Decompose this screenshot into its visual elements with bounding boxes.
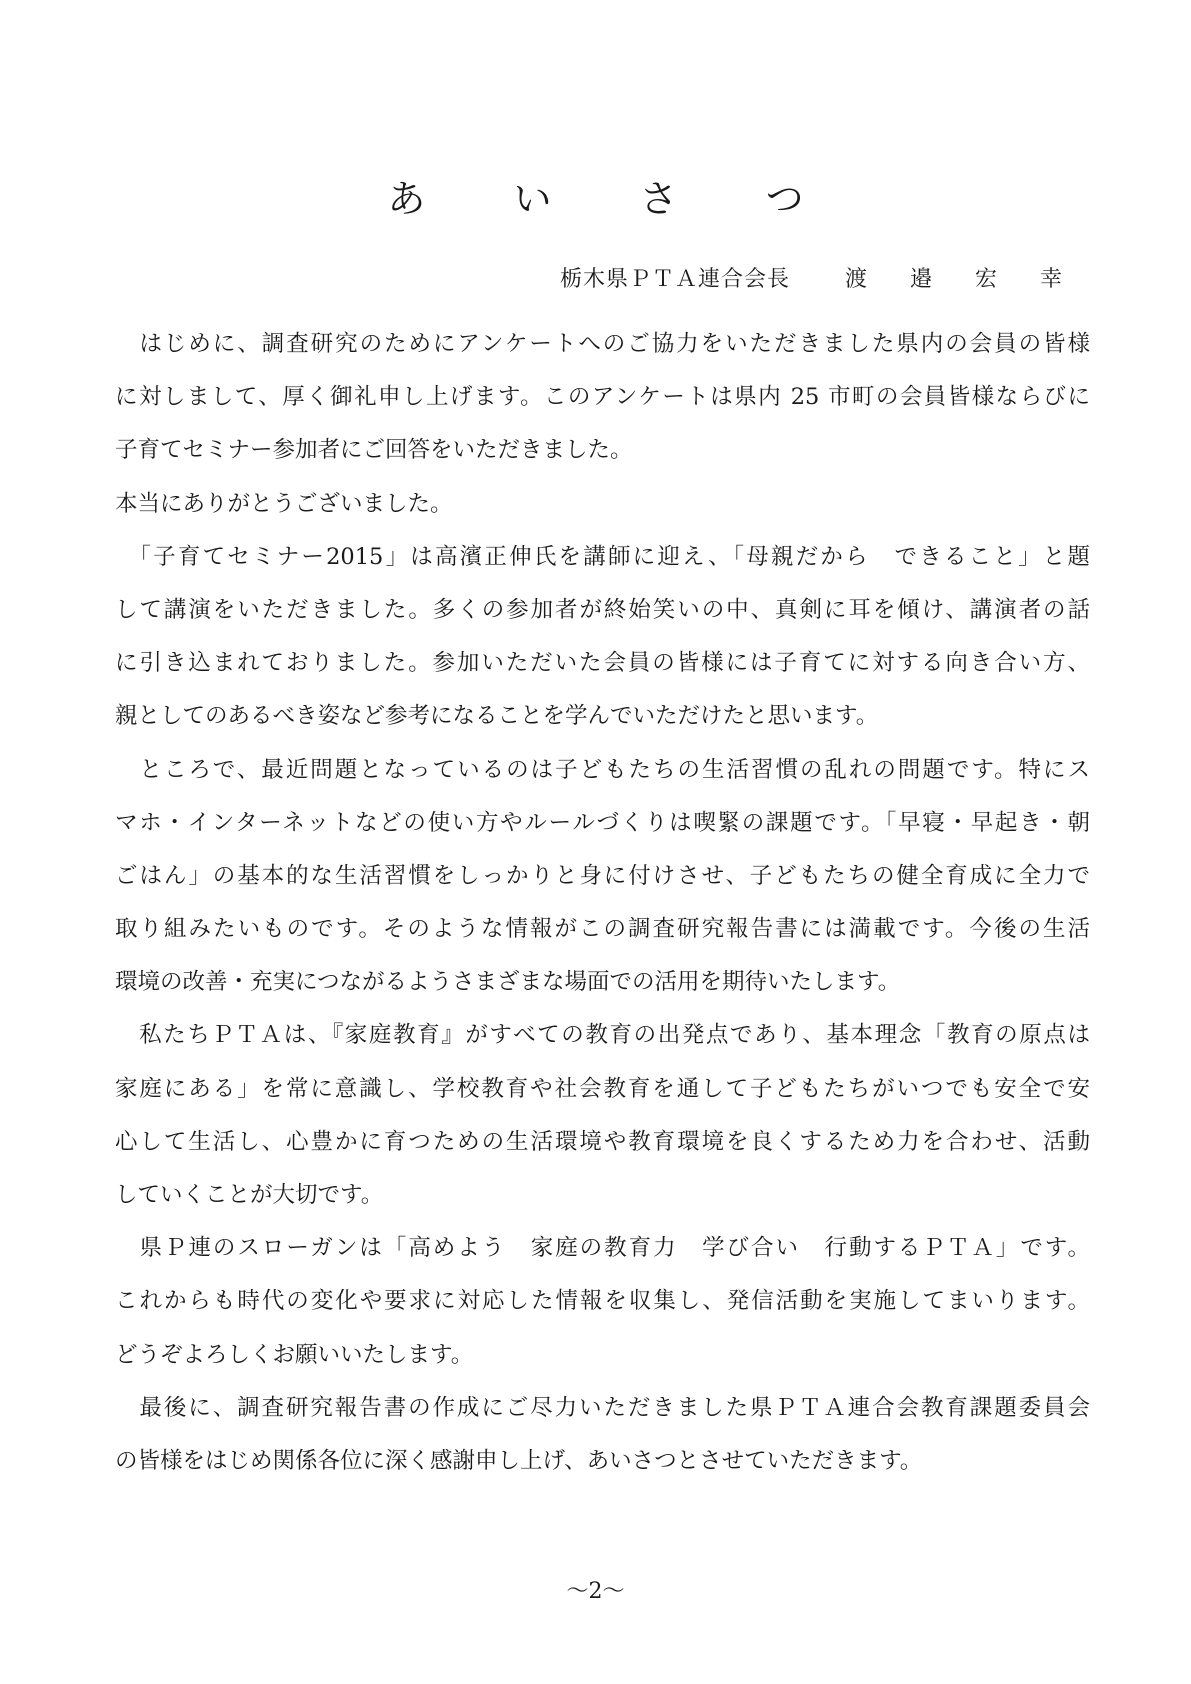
paragraph: [115, 744, 1090, 1010]
paragraph-line: 私たちＰＴＡは、『家庭教育』がすべての教育の出発点であり、基本理念「教育の原点は: [115, 1022, 1090, 1049]
paragraph: [115, 318, 1090, 478]
paragraph-line: はじめに、調査研究のためにアンケートへのご協力をいただきました県内の会員の皆様: [115, 331, 1090, 357]
body-text: [115, 318, 1090, 1488]
author-organization: 栃木県ＰＴＡ連合会長: [560, 267, 791, 292]
paragraph-line: していくことが大切です。: [115, 1182, 384, 1208]
paragraph: [115, 478, 1090, 531]
paragraph: [115, 1222, 1090, 1382]
paragraph-line: 取り組みたいものです。そのような情報がこの調査研究報告書には満載です。今後の生活: [115, 916, 1090, 943]
paragraph-line: に対しまして、厚く御礼申し上げます。このアンケートは県内 25 市町の会員皆様ならびに: [115, 384, 1090, 411]
author-line: [560, 262, 1120, 293]
paragraph-line: 県Ｐ連のスローガンは「高めよう 家庭の教育力 学び合い 行動するＰＴＡ」です。: [115, 1235, 1090, 1262]
paragraph-line: 「子育てセミナー2015」は高濱正伸氏を講師に迎え、「母親だから できること」と題: [115, 543, 1090, 570]
paragraph-line: ところで、最近問題となっているのは子どもたちの生活習慣の乱れの問題です。特にス: [115, 756, 1090, 783]
paragraph-line: に引き込まれておりました。参加いただいた会員の皆様には子育てに対する向き合い方、: [115, 650, 1090, 677]
paragraph-line: どうぞよろしくお願いいたします。: [115, 1341, 474, 1368]
paragraph-line: 家庭にある」を常に意識し、学校教育や社会教育を通して子どもたちがいつでも安全で安: [115, 1075, 1090, 1102]
paragraph: [115, 531, 1090, 744]
paragraph-line: これからも時代の変化や要求に対応した情報を収集し、発信活動を実施してまいります。: [115, 1288, 1090, 1315]
author-name: 渡 邉 宏 幸: [845, 267, 1080, 292]
page-number: ～2～: [566, 1579, 625, 1604]
page-title: あ い さ つ: [387, 177, 842, 221]
paragraph-line: の皆様をはじめ関係各位に深く感謝申し上げ、あいさつとさせていただきます。: [115, 1447, 923, 1474]
paragraph-line: 親としてのあるべき姿など参考になることを学んでいただけたと思います。: [115, 703, 879, 730]
paragraph-line: ごはん」の基本的な生活習慣をしっかりと身に付けさせ、子どもたちの健全育成に全力で: [115, 862, 1090, 889]
paragraph-line: マホ・インターネットなどの使い方やルールづくりは喫緊の課題です。「早寝・早起き・朝: [115, 809, 1090, 836]
paragraph-line: 環境の改善・充実につながるようさまざまな場面での活用を期待いたします。: [115, 969, 901, 996]
paragraph-line: 心して生活し、心豊かに育つための生活環境や教育環境を良くするため力を合わせ、活動: [115, 1128, 1090, 1155]
paragraph: [115, 1382, 1090, 1488]
paragraph-line: 最後に、調査研究報告書の作成にご尽力いただきました県ＰＴＡ連合会教育課題委員会: [115, 1394, 1090, 1421]
paragraph-line: 子育てセミナー参加者にご回答をいただきました。: [115, 437, 633, 464]
paragraph: [115, 1009, 1090, 1222]
paragraph-line: して講演をいただきました。多くの参加者が終始笑いの中、真剣に耳を傾け、講演者の話: [115, 596, 1090, 623]
paragraph-line: 本当にありがとうございました。: [115, 490, 453, 517]
